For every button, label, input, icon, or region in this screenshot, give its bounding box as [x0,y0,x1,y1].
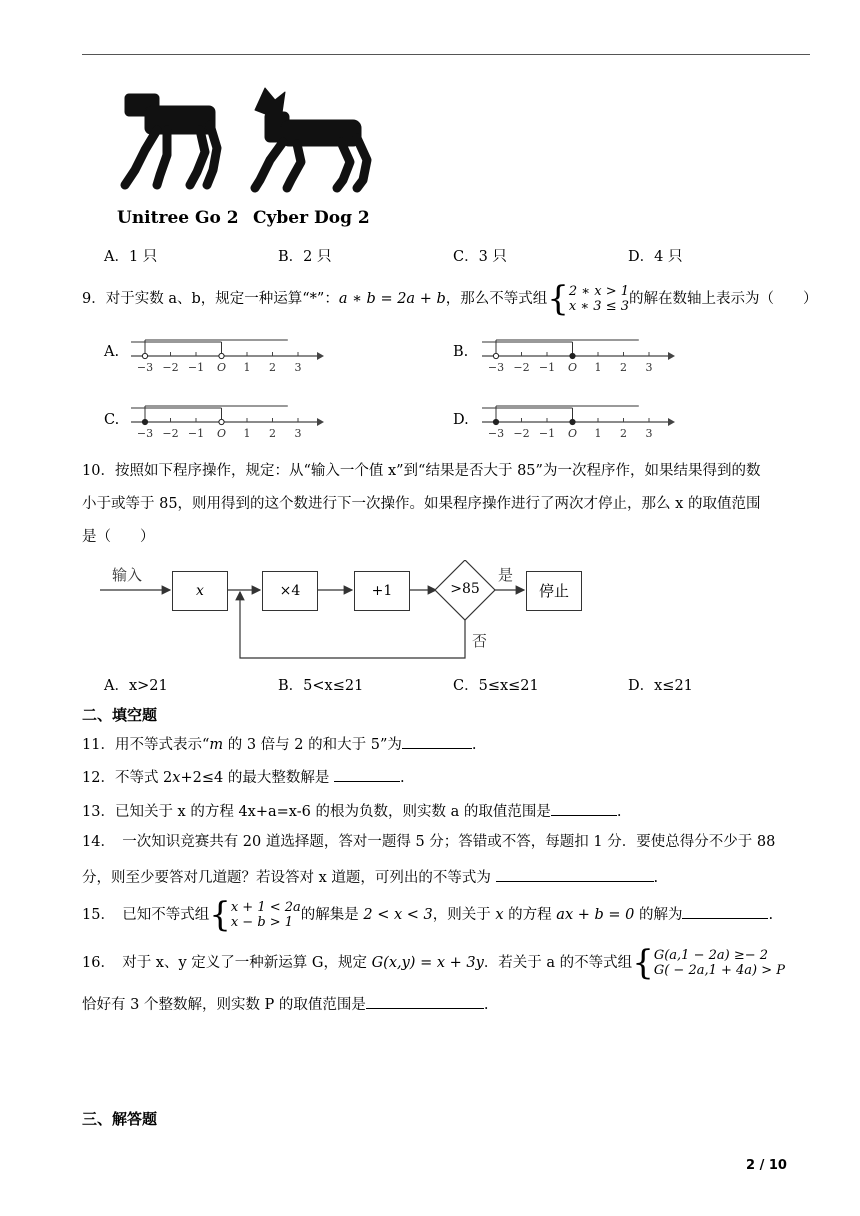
section-3-heading: 三、解答题 [82,1110,158,1128]
q12-text-b: +2≤4 的最大整数解是 [180,770,334,786]
left-endpoint [493,353,498,358]
q10-flowchart [100,560,590,665]
q9-sys1: 2 ∗ x > 1 [568,284,630,299]
q9-numberline-a[interactable] [125,332,325,377]
q9-option-b-label[interactable]: B. [453,344,469,360]
q16-line2 [82,992,489,1015]
tick-label: 3 [294,361,302,374]
section-2-heading: 二、填空题 [82,706,158,724]
tick-label: 3 [294,427,302,440]
q15-text-e: 的解为 [634,907,683,923]
q9-op-def: a ∗ b = 2a + b [338,291,446,307]
brace: { [547,279,569,319]
q16-sys2: G( − 2a,1 + 4a) > P [653,963,786,978]
tick-label: −3 [487,427,505,440]
q11 [82,732,476,755]
q11-answer-blank[interactable] [402,732,472,749]
q13-answer-blank[interactable] [551,799,617,816]
q16-text-line2: 恰好有 3 个整数解，则实数 P 的取值范围是 [82,997,366,1013]
q9-sys2: x ∗ 3 ≤ 3 [568,299,630,314]
q15-var: x [495,907,504,923]
q8-option-d[interactable]: D．4 只 [628,249,683,265]
q8-option-b[interactable]: B．2 只 [278,249,332,265]
q8-option-a[interactable]: A．1 只 [104,249,158,265]
right-endpoint [219,353,224,358]
q15-answer-blank[interactable] [682,902,768,919]
q9-numberline-b[interactable] [476,332,676,377]
tick-label: O [216,427,227,440]
tick-label: 1 [243,361,251,374]
q12-end: . [399,770,405,786]
q15-text-c: ，则关于 [432,907,496,923]
q9-mid: ，那么不等式组 [445,291,548,307]
tick-label: 2 [269,361,276,374]
q12 [82,765,405,788]
q15-system [231,900,301,930]
q15-sys1: x + 1 < 2a [230,900,301,915]
q13-end: . [616,804,622,820]
tick-label: 1 [243,427,251,440]
q14-line1: 14． 一次知识竞赛共有 20 道选择题，答对一题得 5 分；答错或不答，每题扣 1 分．要使总得分不少于 88 [82,834,776,850]
flow-box-add: +1 [354,571,410,611]
brace: { [209,895,231,935]
flow-yes-label: 是 [498,566,514,584]
q10-line1: 10．按照如下程序操作，规定：从“输入一个值 x”到“结果是否大于 85”为一次程序作，如果结果得到的数 [82,463,761,479]
q14-answer-blank[interactable] [496,865,654,882]
q15-sys2: x − b > 1 [230,915,294,930]
flow-cond: >85 [450,581,480,597]
axis-arrow [317,418,324,426]
tick-label: −2 [162,427,179,440]
q11-end: . [471,737,477,753]
q9-option-c-label[interactable]: C. [104,412,120,428]
q16-text-a: 16． 对于 x、y 定义了一种新运算 G，规定 [82,955,372,971]
left-endpoint [493,419,498,424]
q16-sys1: G(a,1 − 2a) ≥− 2 [653,948,769,963]
tick-label: 3 [645,427,653,440]
q10-line3: 是（ ） [82,529,155,545]
q15-text-b: 的解集是 [300,907,364,923]
axis-arrow [317,352,324,360]
robot-label-2: Cyber Dog 2 [253,208,370,228]
q16-text-b: ．若关于 a 的不等式组 [483,955,633,971]
flow-box-mul: ×4 [262,571,318,611]
flow-box-stop: 停止 [526,571,582,611]
q16-end: . [483,997,489,1013]
left-endpoint [142,419,147,424]
tick-label: −1 [187,427,205,440]
right-endpoint [570,419,575,424]
q12-var: x [172,770,181,786]
q9-suffix: 的解在数轴上表示为（ ） [629,291,818,307]
q10-option-d[interactable]: D．x≤21 [628,678,693,694]
flow-no-label: 否 [472,632,488,650]
axis-arrow [668,352,675,360]
q9-numberline-c[interactable] [125,398,325,443]
q11-var: m [209,737,224,753]
q15-eq: ax + b = 0 [556,907,635,923]
q16-answer-blank[interactable] [366,992,484,1009]
q15-range: 2 < x < 3 [363,907,433,923]
q9-option-a-label[interactable]: A. [104,344,120,360]
tick-label: −3 [136,361,154,374]
q8-option-c[interactable]: C．3 只 [453,249,507,265]
q10-option-b[interactable]: B．5<x≤21 [278,678,364,694]
tick-label: −2 [162,361,179,374]
robot-label-1: Unitree Go 2 [117,208,239,228]
q13 [82,799,621,822]
flow-box-x: x [172,571,228,611]
q14-text: 分，则至少要答对几道题？若设答对 x 道题，可列出的不等式为 [82,870,496,886]
q9-prefix: 9．对于实数 a、b，规定一种运算“*”： [82,291,339,307]
q9-numberline-d[interactable] [476,398,676,443]
q15-text-d: 的方程 [503,907,557,923]
tick-label: −1 [187,361,205,374]
left-endpoint [142,353,147,358]
q11-text-a: 11．用不等式表示“ [82,737,210,753]
q16-def: G(x,y) = x + 3y [371,955,484,971]
tick-label: O [567,427,578,440]
q10-option-c[interactable]: C．5≤x≤21 [453,678,539,694]
header-rule [82,54,810,55]
axis-arrow [668,418,675,426]
q16-line1 [82,943,786,983]
tick-label: 1 [594,361,602,374]
tick-label: −1 [538,361,556,374]
q13-text: 13．已知关于 x 的方程 4x+a=x-6 的根为负数，则实数 a 的取值范围是 [82,804,551,820]
q9-system [569,284,629,314]
brace: { [632,943,654,983]
q10-option-a[interactable]: A．x>21 [104,678,168,694]
tick-label: −2 [513,427,530,440]
q9-question [82,279,818,319]
tick-label: 2 [620,361,627,374]
tick-label: −3 [136,427,154,440]
tick-label: O [216,361,227,374]
tick-label: 1 [594,427,602,440]
right-endpoint [219,419,224,424]
tick-label: −2 [513,361,530,374]
flow-input-label: 输入 [112,566,143,584]
q12-answer-blank[interactable] [334,765,400,782]
q15-text-a: 15． 已知不等式组 [82,907,210,923]
q15-end: . [768,907,774,923]
page-number: 2 / 10 [746,1158,787,1173]
q15 [82,895,774,935]
tick-label: −3 [487,361,505,374]
right-endpoint [570,353,575,358]
tick-label: 3 [645,361,653,374]
tick-label: 2 [620,427,627,440]
q14-end: . [653,870,659,886]
tick-label: O [567,361,578,374]
q10-line2: 小于或等于 85，则用得到的这个数进行下一次操作。如果程序操作进行了两次才停止，那么 x 的取值范围 [82,496,761,512]
q16-system [654,948,785,978]
tick-label: −1 [538,427,556,440]
q12-text-a: 12．不等式 2 [82,770,173,786]
q11-text-b: 的 3 倍与 2 的和大于 5”为 [223,737,402,753]
q9-option-d-label[interactable]: D. [453,412,469,428]
q14-line2 [82,865,658,888]
tick-label: 2 [269,427,276,440]
